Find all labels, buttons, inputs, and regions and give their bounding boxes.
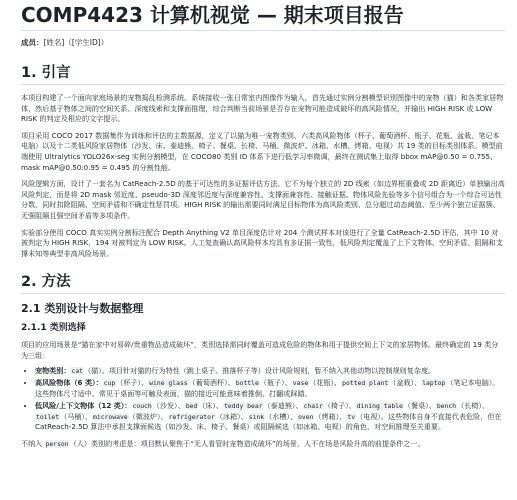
item-lead: 宠物类别： [35,365,71,375]
class-code: bench [436,402,457,411]
item-text: （杯子）、 [116,378,149,388]
item-text: （葡萄酒杯）、 [188,378,235,388]
class-code: tv [347,412,356,421]
item-text: （沙发）、 [152,401,185,411]
para-text: 不纳入 [21,439,45,449]
section-divider [21,84,505,85]
subsubsection-heading: 2.1.1 类别选择 [21,323,86,334]
class-code: sink [248,412,265,421]
list-item-low-risk [35,401,505,433]
member-label: 成员： [21,38,44,47]
class-code: vase [292,379,309,388]
list-item-pet-category [35,366,505,377]
item-text: （长椅）、 [457,401,489,411]
title-divider [21,30,505,31]
member-value: [姓名]（[学生ID]） [43,38,109,47]
section-heading-introduction: 1. 引言 [21,65,71,81]
item-text: （花瓶）、 [309,378,342,388]
class-code: oven [298,412,314,421]
item-text: （椅子）、 [323,401,356,411]
item-text: （床）、 [198,401,224,411]
class-code: refrigerator [168,412,215,421]
intro-paragraph-2: 项目采用 COCO 2017 数据集作为训练和评估的主数据源，定义了以猫为唯一宠物类别、六类高风险物体（杯子、葡萄酒杯、瓶子、花瓶、盆栽、笔记本电脑）以及十二类低风险家居物体（沙发、床、泰迪熊、椅子、餐桌、长椅、马桶、微波炉、冰箱、水槽、烤箱、电视）共 19 类的目标类别体系。模型前端使用 Ultralytics YOLO26x-seg 实例分割模型，在 COCO80 类别 ID 体系下进行低学习率微调，最终在测试集上取得 bbox mAP@0.50 = 0.755、mask mAP@0.50:0.95 = 0.495 的分割性能。 [21,130,503,172]
class-code: toilet [36,412,60,421]
class-code: person [45,440,69,449]
document-title: COMP4423 计算机视觉 — 期末项目报告 [21,3,404,27]
item-text: （冰箱）、 [215,411,248,421]
class-code: microwave [93,412,128,421]
class-code: wine glass [149,379,188,388]
item-text: （笔记本电脑）。这些物体尺寸适中、常见于桌面等可触及表面，猫的接近可能意味着推倒、打翻或踩踏。 [35,378,500,398]
item-lead: 高风险物体（6 类）： [35,378,103,388]
item-text: （餐桌）、 [403,401,436,411]
class-code: couch [132,402,152,411]
class-code: cat [71,366,84,375]
item-text: （泰迪熊）、 [263,401,303,411]
item-text: （水槽）、 [265,411,298,421]
class-code: dining table [356,402,403,411]
item-lead: 低风险/上下文物体（12 类）： [35,401,132,411]
class-code: bottle [235,379,259,388]
item-text: （烤箱）、 [314,411,347,421]
subsection-heading: 2.1 类别设计与数据整理 [21,302,144,316]
class-code: potted plant [342,379,389,388]
class-code: bed [185,402,198,411]
item-text: （猫）。项目针对猫的行为特性（跳上桌子、推落杯子等）设计风险规则，暂不纳入其他动物以控制规则复杂度。 [84,365,436,375]
method-paragraph-1: 项目的应用场景是“猫在家中对易碎/贵重物品造成破坏”，类别选择需同时覆盖可造成危险的物体和用于提供空间上下文的家居物体。最终确定的 19 类分为三组： [21,340,499,360]
method-paragraph-2 [21,439,505,450]
para-text: （人）类别的考虑是：项目默认聚焦于“无人看管时宠物造成破坏”的场景，人不在场是风险升高的前提条件之一。 [69,439,425,449]
intro-paragraph-3: 风险逻辑方面，设计了一套名为 CatReach-2.5D 的基于可达性的多证据评估方法。它不为每个独立的 2D 线索（如边界框重叠或 2D 距离近）单独输出高风险判定，而是将 2D mask 邻近度、pseudo-3D 深度邻近度与深度兼容性、支撑面兼容性、接触证据、物体风险先验等多个信号组合为一个综合可达性分数，同时扣除阻隔、空间矛盾和不确定性惩罚项。HIGH RISK 的输出需要同时满足目标物体为高风险类别、总分超过动态阈值、至少两个独立证据簇、无强阻隔且强空间矛盾等多项条件。 [21,179,505,220]
class-code: chair [303,402,323,411]
item-text: （瓶子）、 [259,378,292,388]
section-divider [21,293,505,294]
class-code: teddy bear [224,402,263,411]
item-text: （马桶）、 [60,411,93,421]
class-code: laptop [422,379,446,388]
item-text: （盆栽）、 [389,378,422,388]
list-item-high-risk [35,378,505,399]
intro-paragraph-1: 本项目构建了一个面向家庭场景的宠物捣乱检测系统。系统接收一张日常室内图像作为输入，首先通过实例分割模型识别图像中的宠物（猫）和各类家居物体，然后基于物体之间的空间关系、深度线索和支撑面推理，综合判断当前场景是否存在宠物可能造成破坏的高风险情况，并输出 HIGH RISK 或 LOW RISK 的判定及相应的文字提示。 [21,93,504,124]
item-text: （电视）。这些物体自身不直接代表危险，但在 CatReach-2.5D 算法中承担支撑面候选（如沙发、床、椅子、餐桌）或阻隔候选（如冰箱、电视）的角色，对空间推理至关重要。 [35,411,502,432]
category-list [21,366,505,434]
intro-paragraph-4: 实验部分使用 COCO 真实实例分割标注配合 Depth Anything V2 单目深度估计对 204 个测试样本对该进行了全量 CatReach-2.5D 评估，其中 10 对被判定为 HIGH RISK，194 对被判定为 LOW RISK。人工复查确认高风险样本均具有多证据一致性，低风险判定覆盖了上下文物体、空间矛盾、阻隔和支撑未知等典型非高风险场景。 [21,227,503,258]
item-text: （微波炉）、 [128,411,168,421]
member-line [21,37,505,48]
section-heading-method: 2. 方法 [21,274,71,291]
class-code: cup [103,379,116,388]
